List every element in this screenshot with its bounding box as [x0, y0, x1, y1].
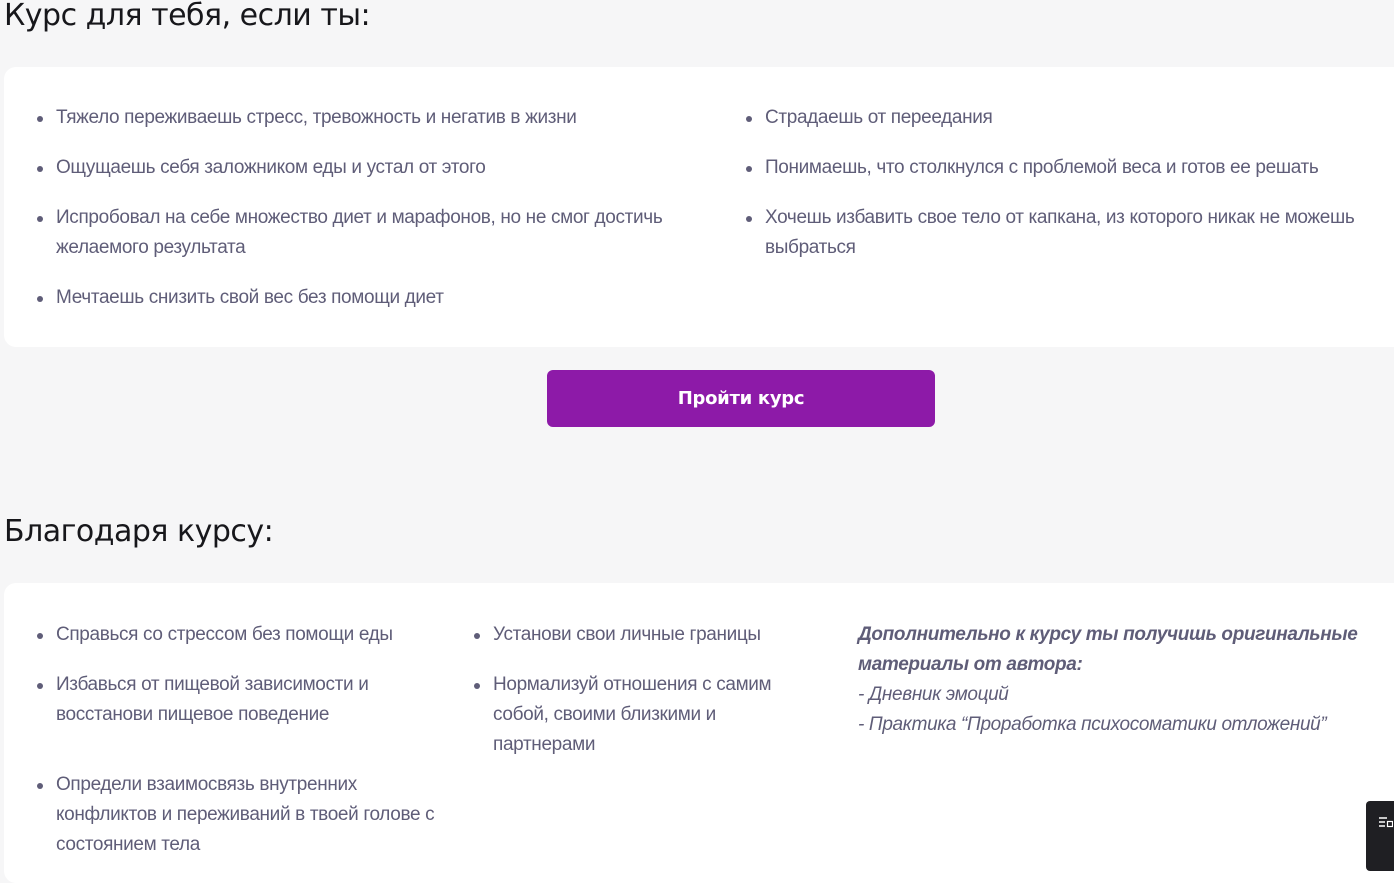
bonus-title: Дополнительно к курсу ты получишь оригинальные материалы от автора: — [858, 624, 1358, 675]
benefits-section-title: Благодаря курсу: — [4, 514, 274, 549]
audience-list-right — [744, 103, 1394, 283]
list-item: Понимаешь, что столкнулся с проблемой веса и готов ее решать — [744, 153, 1394, 183]
list-item: Хочешь избавить свое тело от капкана, из которого никак не можешь выбраться — [744, 203, 1394, 263]
audience-section-title: Курс для тебя, если ты: — [4, 0, 371, 33]
list-item: Определи взаимосвязь внутренних конфликтов и переживаний в твоей голове с состоянием тела — [35, 770, 435, 860]
list-item: Справься со стрессом без помощи еды — [35, 620, 435, 650]
list-item: Страдаешь от переедания — [744, 103, 1394, 133]
bonus-materials — [858, 620, 1394, 740]
list-item: Мечтаешь снизить свой вес без помощи диет — [35, 283, 725, 313]
menu-list-icon — [1379, 815, 1393, 829]
benefits-list-col2 — [472, 620, 812, 780]
list-item: Установи свои личные границы — [472, 620, 812, 650]
list-item: Нормализуй отношения с самим собой, своими близкими и партнерами — [472, 670, 812, 760]
benefits-card — [4, 583, 1394, 883]
list-item: Ощущаешь себя заложником еды и устал от этого — [35, 153, 725, 183]
audience-list-left — [35, 103, 725, 333]
list-item: Испробовал на себе множество диет и марафонов, но не смог достичь желаемого результата — [35, 203, 725, 263]
list-item: Тяжело переживаешь стресс, тревожность и негатив в жизни — [35, 103, 725, 133]
bonus-item: - Дневник эмоций — [858, 684, 1009, 705]
floating-menu-widget[interactable] — [1366, 801, 1394, 871]
take-course-button[interactable]: Пройти курс — [547, 370, 935, 427]
bonus-item: - Практика “Проработка психосоматики отложений” — [858, 714, 1327, 735]
audience-card — [4, 67, 1394, 347]
benefits-list-col1 — [35, 620, 435, 880]
list-item: Избавься от пищевой зависимости и восстанови пищевое поведение — [35, 670, 435, 730]
